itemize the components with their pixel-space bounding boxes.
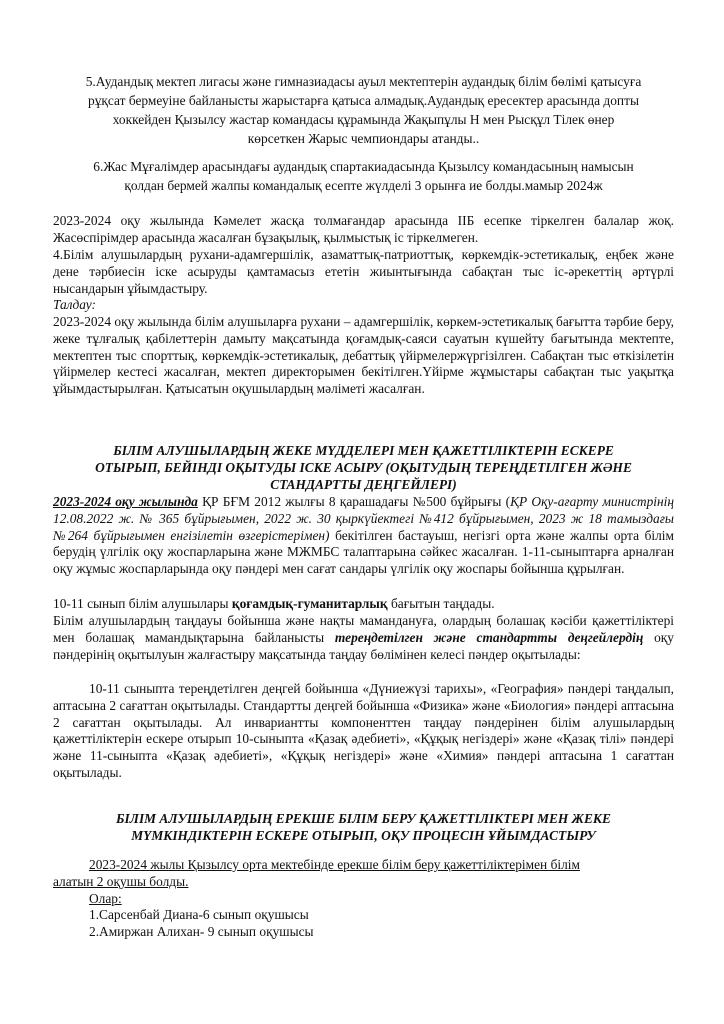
choice-suffix: оқу пәндерінің оқытылуын жалғастыру мақсатында таңдау бөлімінен келесі пәндер оқытылады:	[53, 629, 675, 662]
choice-text: Білім алушылардың таңдауы бойынша және нақты мамандануға, олардың болашақ кәсіби қажеттіліктері мен болашақ мамандықтарына байланысты	[53, 613, 674, 645]
direction-name: қоғамдық-гуманитарлық	[231, 596, 388, 611]
item-6-line: қолдан бермей жалпы командалық есепте жүлделі 3 орынға ие болды.мамыр 2024ж	[124, 178, 603, 193]
heading-line: СТАНДАРТТЫ ДЕҢГЕЙЛЕРІ)	[270, 477, 457, 492]
heading-line: БІЛІМ АЛУШЫЛАРДЫҢ ЖЕКЕ МҮДДЕЛЕРІ МЕН ҚАЖЕТТІЛІКТЕРІН ЕСКЕРЕ	[113, 443, 614, 458]
item-5-line: рұқсат бермеуіне байланысты жарыстарға қатыса алмадық.Аудандық ересектер арасында допты	[88, 93, 639, 108]
special-needs-line: 2023-2024 жылы Қызылсу орта мектебінде ерекше білім беру қажеттіліктерімен білім	[89, 857, 580, 872]
direction-suffix: бағытын таңдады.	[387, 596, 495, 611]
direction-text: 10-11 сынып білім алушылары	[53, 596, 232, 611]
heading-line: БІЛІМ АЛУШЫЛАРДЫҢ ЕРЕКШЕ БІЛІМ БЕРУ ҚАЖЕТТІЛІКТЕРІ МЕН ЖЕКЕ	[116, 811, 611, 826]
subjects-paragraph: 10-11 сыныпта тереңдетілген деңгей бойынша «Дүниежүзі тарихы», «География» пәндері таңдалып, аптасына 2 сағаттан оқытылады. Стандартты деңгей бойынша «Физика» және «Биология» пәндері аптасына 2 сағаттан оқытылады. Ал инвариантты компоненттен таңдау пәндерінен білім алушылардың қажеттіліктерін ескере отырып 10-сыныпта «Қазақ әдебиеті», «Құқық негіздері» және «Қазақ тілі» пәндері және 11-сыныпта «Қазақ әдебиеті», «Құқық негіздері» және «Химия» пәндері аптасына 1 сағаттан оқытылады.	[53, 681, 674, 780]
direction-line	[53, 596, 674, 613]
profile-curriculum-paragraph	[53, 494, 674, 578]
student-list-item: 2.Амиржан Алихан- 9 сынып оқушысы	[89, 924, 314, 940]
academic-year-label: 2023-2024 оқу жылында	[53, 494, 198, 509]
item-4-paragraph: 4.Білім алушылардың рухани-адамгершілік, азаматтық-патриоттық, көркемдік-эстетикалық, еңбек және дене тәрбиесін іске асыруды қамтамасыз ететін жиынтығында сабақтан тыс іс-әрекеттің әртүрлі нысандарын ұйымдастыру.	[53, 247, 674, 296]
choice-paragraph	[53, 613, 674, 663]
item-6-line: 6.Жас Мұғалімдер арасындағы аудандық спартакиадасында Қызылсу командасының намысын	[93, 159, 634, 174]
item-5-line: 5.Аудандық мектеп лигасы және гимназиадасы ауыл мектептерін аудандық білім бөлімі қатысуға	[85, 74, 642, 89]
special-needs-line: алатын 2 оқушы болды.	[53, 873, 189, 889]
analysis-label: Талдау:	[53, 297, 97, 312]
levels-emphasis: тереңдетілген және стандартты деңгейлердің	[334, 629, 644, 645]
order-text: ҚР БҒМ 2012 жылғы 8 қарашадағы №500 бұйрығы (	[197, 494, 511, 509]
offense-paragraph: 2023-2024 оқу жылында Кәмелет жасқа толмағандар арасында ІІБ есепке тіркелген балалар жоқ. Жасөспірімдер арасында жасалған бұзақылық, қылмыстық іс тіркелмеген.	[53, 213, 674, 245]
item-5-line: көрсеткен Жарыс чемпиондары атанды..	[247, 131, 480, 146]
item-6-paragraph	[53, 157, 674, 195]
analysis-paragraph: 2023-2024 оқу жылында білім алушыларға рухани – адамгершілік, көркем-эстетикалық бағытта тәрбие беру, жеке тұлғалық қабілеттерін дамыту мақсатында қоғамдық-саяси сауатын күшейту бағытында мектепте, мектептен тыс спорттық, көркемдік-эстетикалық, дебаттық үйірмелержүргізілген. Сабақтан тыс өткізілетін үйірмелер кестесі жасалған, мектеп директорымен бекітілген.Үйірме жұмыстары сабақтан тыс уақытқа ұйымдастырылған. Қатысатын оқушылардың мәліметі жасалған.	[53, 314, 674, 397]
student-list-item: 1.Сарсенбай Диана-6 сынып оқушысы	[89, 907, 309, 923]
heading-line: ОТЫРЫП, БЕЙІНДІ ОҚЫТУДЫ ІСКЕ АСЫРУ (ОҚЫТУДЫҢ ТЕРЕҢДЕТІЛГЕН ЖӘНЕ	[95, 460, 632, 475]
order-amendments-text: ҚР Оқу-ағарту министрінің 12.08.2022 ж. № 365 бұйрығымен, 2022 ж. 30 қыркүйектегі №412 бұйрығымен, 2023 ж 18 тамыздағы №264 бұйрығымен енгізілетін өзгерістерімен)	[53, 494, 674, 543]
section-heading-special-needs	[53, 810, 674, 844]
heading-line: МҮМКІНДІКТЕРІН ЕСКЕРЕ ОТЫРЫП, ОҚУ ПРОЦЕСІН ҰЙЫМДАСТЫРУ	[131, 828, 596, 843]
curriculum-text: бекітілген бастауыш, негізгі орта және жалпы орта білім берудің үлгілік оқу жоспарларына және МЖМБС талаптарына сәйкес жасалған. 1-11-сыныптарға арналған оқу жұмыс жоспарларында оқу пәндері мен сағат сандары үлгілік оқу жоспары бойынша құрылған.	[53, 527, 674, 577]
item-5-line: хоккейден Қызылсу жастар командасы құрамында Жақыпұлы Н мен Рысқұл Тілек өнер	[112, 112, 615, 127]
item-5-paragraph	[53, 72, 674, 148]
special-needs-block	[53, 857, 674, 941]
section-heading-profile-education	[53, 442, 674, 493]
students-list-label: Олар:	[89, 890, 122, 906]
